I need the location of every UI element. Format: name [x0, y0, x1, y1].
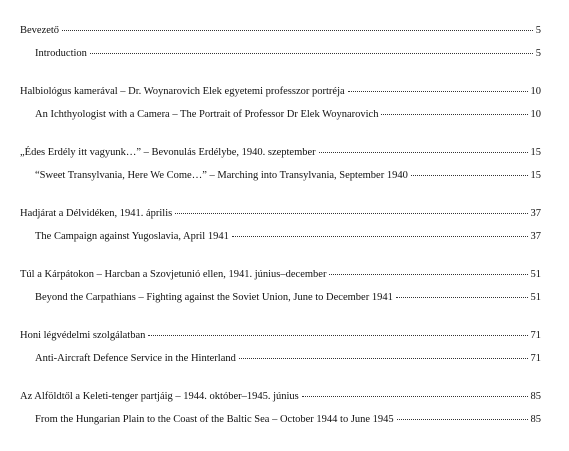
toc-title: An Ichthyologist with a Camera – The Portrait of Professor Dr Elek Woynarovich: [35, 109, 379, 120]
toc-entry-en[interactable]: [20, 47, 541, 60]
toc-page-number: 71: [530, 330, 541, 341]
toc-title: Anti-Aircraft Defence Service in the Hinterland: [35, 353, 236, 364]
toc-group-baltic: [20, 390, 541, 426]
toc-title: Honi légvédelmi szolgálatban: [20, 330, 146, 341]
toc-entry-hu[interactable]: [20, 390, 541, 403]
dot-leader: [90, 53, 533, 54]
toc-entry-en[interactable]: [20, 352, 541, 365]
dot-leader: [62, 30, 533, 31]
toc-title: The Campaign against Yugoslavia, April 1941: [35, 231, 229, 242]
toc-title: From the Hungarian Plain to the Coast of the Baltic Sea – October 1944 to June 1945: [35, 414, 394, 425]
dot-leader: [411, 175, 528, 176]
dot-leader: [381, 114, 527, 115]
toc-title: Bevezető: [20, 25, 60, 36]
toc-page-number: 37: [530, 208, 541, 219]
toc-title: Introduction: [35, 48, 87, 59]
toc-group-ichthyologist: [20, 85, 541, 121]
toc-page-number: 51: [530, 269, 541, 280]
toc-entry-hu[interactable]: [20, 24, 541, 37]
toc-page-number: 10: [530, 109, 541, 120]
toc-page-number: 37: [530, 231, 541, 242]
toc-group-yugoslavia: [20, 207, 541, 243]
dot-leader: [175, 213, 527, 214]
toc-entry-hu[interactable]: [20, 207, 541, 220]
dot-leader: [239, 358, 528, 359]
toc-group-anti-aircraft: [20, 329, 541, 365]
toc-title: „Édes Erdély itt vagyunk…” – Bevonulás Erdélybe, 1940. szeptember: [20, 147, 316, 158]
toc-entry-hu[interactable]: [20, 85, 541, 98]
toc-title: “Sweet Transylvania, Here We Come…” – Marching into Transylvania, September 1940: [35, 170, 408, 181]
toc-entry-en[interactable]: [20, 230, 541, 243]
toc-page-number: 5: [535, 48, 541, 59]
toc-page-number: 85: [530, 391, 541, 402]
toc-group-introduction: [20, 24, 541, 60]
dot-leader: [319, 152, 528, 153]
toc-entry-en[interactable]: [20, 108, 541, 121]
toc-entry-hu[interactable]: [20, 268, 541, 281]
toc-page-number: 5: [535, 25, 541, 36]
toc-entry-hu[interactable]: [20, 146, 541, 159]
toc-page-number: 10: [530, 86, 541, 97]
toc-page-number: 51: [530, 292, 541, 303]
dot-leader: [302, 396, 528, 397]
toc-title: Halbiológus kamerával – Dr. Woynarovich Elek egyetemi professzor portréja: [20, 86, 345, 97]
toc-entry-en[interactable]: [20, 291, 541, 304]
dot-leader: [348, 91, 528, 92]
toc-entry-en[interactable]: [20, 169, 541, 182]
toc-page-number: 15: [530, 170, 541, 181]
toc-entry-hu[interactable]: [20, 329, 541, 342]
table-of-contents: [20, 24, 541, 451]
toc-title: Beyond the Carpathians – Fighting against the Soviet Union, June to December 1941: [35, 292, 393, 303]
toc-group-carpathians: [20, 268, 541, 304]
toc-title: Túl a Kárpátokon – Harcban a Szovjetunió ellen, 1941. június–december: [20, 269, 327, 280]
toc-entry-en[interactable]: [20, 413, 541, 426]
toc-page-number: 85: [530, 414, 541, 425]
toc-title: Hadjárat a Délvidéken, 1941. április: [20, 208, 173, 219]
toc-page-number: 71: [530, 353, 541, 364]
toc-title: Az Alföldtől a Keleti-tenger partjáig – 1944. október–1945. június: [20, 391, 299, 402]
dot-leader: [232, 236, 528, 237]
dot-leader: [148, 335, 527, 336]
dot-leader: [396, 297, 528, 298]
dot-leader: [397, 419, 528, 420]
toc-group-transylvania: [20, 146, 541, 182]
dot-leader: [329, 274, 527, 275]
toc-page-number: 15: [530, 147, 541, 158]
